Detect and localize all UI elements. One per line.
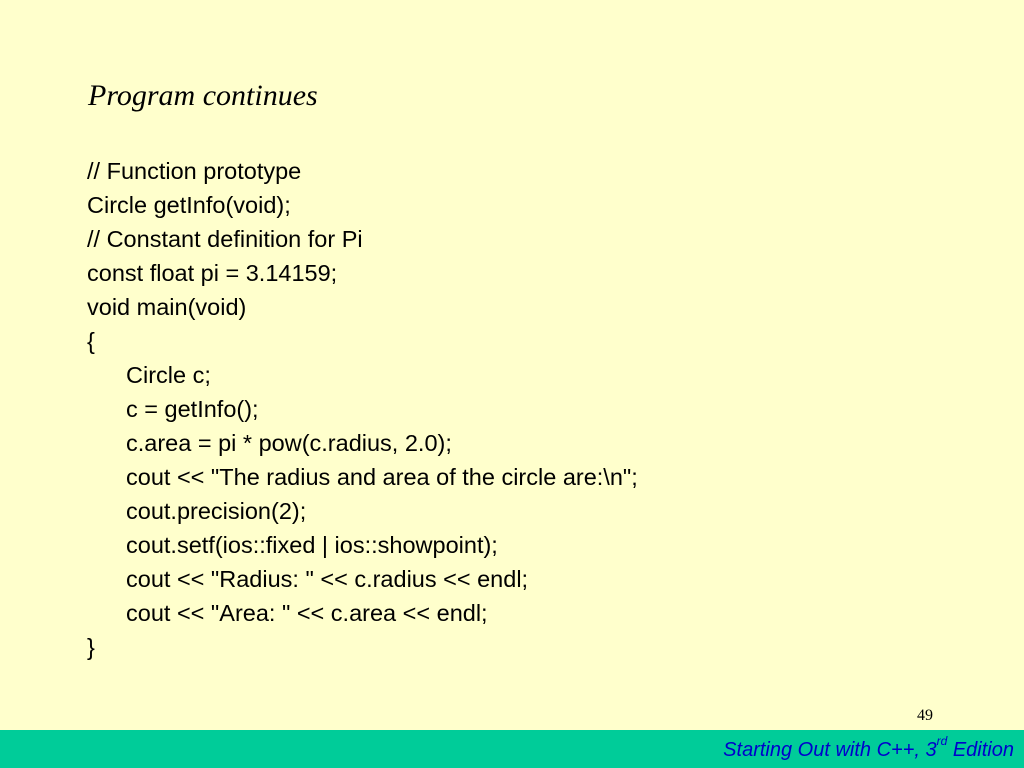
slide-number: 49 [917, 707, 933, 724]
code-line: c.area = pi * pow(c.radius, 2.0); [126, 430, 452, 456]
slide-title: Program continues [88, 79, 318, 112]
code-line: Circle getInfo(void); [87, 192, 291, 218]
code-line: cout.setf(ios::fixed | ios::showpoint); [126, 532, 498, 558]
footer-bar [0, 730, 1024, 768]
code-line: // Function prototype [87, 158, 302, 184]
code-line: cout << "Area: " << c.area << endl; [126, 600, 488, 626]
code-line: cout.precision(2); [126, 498, 307, 524]
code-line: cout << "Radius: " << c.radius << endl; [126, 566, 529, 592]
code-line: const float pi = 3.14159; [87, 260, 338, 286]
code-line: c = getInfo(); [126, 396, 259, 422]
code-line: Circle c; [126, 362, 211, 388]
footer-text-prefix: Starting Out with C++, 3 [723, 739, 937, 761]
code-line: cout << "The radius and area of the circle are:\n"; [126, 464, 638, 490]
code-line: { [87, 328, 95, 354]
footer-text-superscript: rd [936, 734, 948, 749]
footer-text [723, 734, 1014, 762]
code-block [87, 154, 638, 664]
code-line: void main(void) [87, 294, 247, 320]
code-line: // Constant definition for Pi [87, 226, 363, 252]
code-line: } [87, 634, 95, 660]
footer-text-suffix: Edition [947, 739, 1014, 761]
